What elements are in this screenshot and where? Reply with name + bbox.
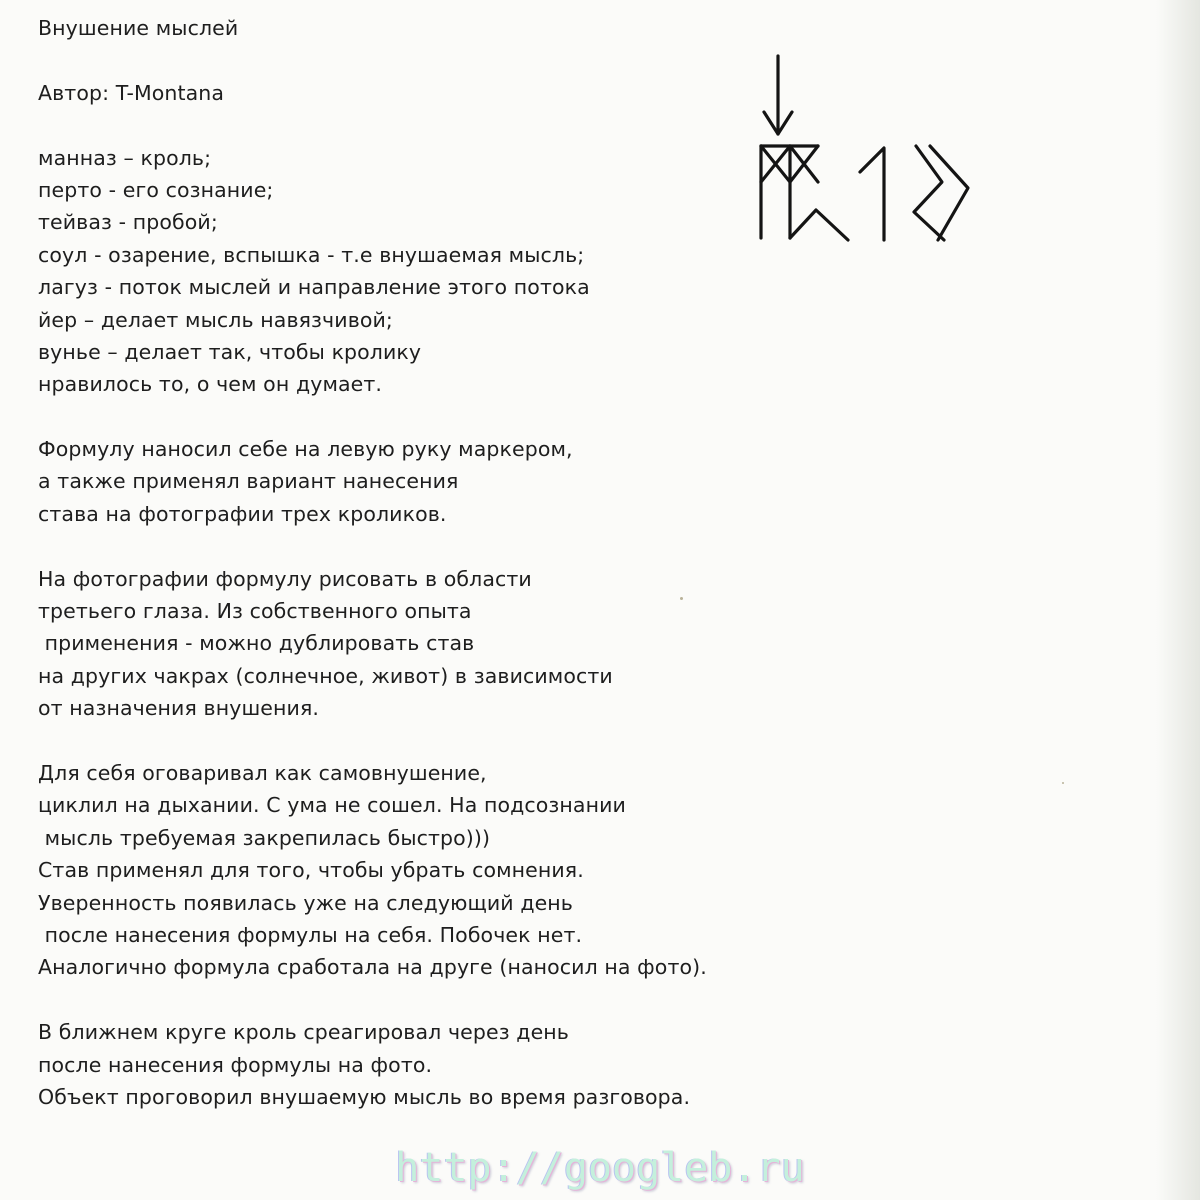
text-line: после нанесения формулы на фото.	[38, 1052, 433, 1077]
text-line: мысль требуемая закрепилась быстро)))	[38, 825, 491, 850]
text-line: йер – делает мысль навязчивой;	[38, 307, 393, 332]
text-line: Объект проговорил внушаемую мысль во время разговора.	[38, 1084, 691, 1109]
text-line: применения - можно дублировать став	[38, 631, 475, 656]
rune-stave-icon	[748, 52, 978, 252]
stave-hook	[860, 148, 884, 240]
text-line: манназ – кроль;	[38, 145, 212, 170]
spacer	[38, 984, 798, 1016]
spacer	[38, 109, 798, 141]
text-line: Аналогично формула сработала на друге (наносил на фото).	[38, 955, 707, 980]
scan-page-edge	[1156, 0, 1200, 1200]
paragraph-self-suggestion	[38, 757, 798, 984]
paragraph-application	[38, 433, 798, 530]
text-line: тейваз - пробой;	[38, 210, 218, 235]
text-line: В ближнем круге кроль среагировал через день	[38, 1020, 569, 1045]
author-line: Автор: T-Montana	[38, 80, 225, 105]
text-line: третьего глаза. Из собственного опыта	[38, 599, 472, 624]
paragraph-rune-meanings	[38, 142, 798, 401]
spacer	[38, 725, 798, 757]
text-line: нравилось то, о чем он думает.	[38, 372, 383, 397]
stave-sowilo-outer	[914, 146, 944, 240]
stave-lower-zigzag	[790, 210, 848, 240]
text-line: от назначения внушения.	[38, 696, 319, 721]
stave-sowilo-inner	[930, 146, 968, 240]
text-line: а также применял вариант нанесения	[38, 469, 459, 494]
text-line: става на фотографии трех кроликов.	[38, 501, 447, 526]
text-line: лагуз - поток мыслей и направление этого потока	[38, 275, 590, 300]
text-line: перто - его сознание;	[38, 177, 274, 202]
text-line: Став применял для того, чтобы убрать сомнения.	[38, 858, 584, 883]
text-line: На фотографии формулу рисовать в области	[38, 566, 532, 591]
text-line: после нанесения формулы на себя. Побочек нет.	[38, 922, 583, 947]
document-body	[38, 12, 798, 1113]
paragraph-result	[38, 1016, 798, 1113]
text-line: Для себя оговаривал как самовнушение,	[38, 760, 487, 785]
spacer	[38, 530, 798, 562]
text-line: Формулу наносил себе на левую руку маркером,	[38, 437, 573, 462]
paragraph-photo-placement	[38, 563, 798, 725]
text-line: Уверенность появилась уже на следующий день	[38, 890, 573, 915]
spacer	[38, 44, 798, 76]
spacer	[38, 401, 798, 433]
text-line: соул - озарение, вспышка - т.е внушаемая мысль;	[38, 242, 585, 267]
scan-speck	[1062, 782, 1064, 784]
text-line: вунье – делает так, чтобы кролику	[38, 339, 422, 364]
text-line: циклил на дыхании. С ума не сошел. На подсознании	[38, 793, 626, 818]
watermark-url: http://googleb.ru	[395, 1145, 805, 1191]
text-line: на других чакрах (солнечное, живот) в зависимости	[38, 663, 613, 688]
document-title: Внушение мыслей	[38, 16, 239, 40]
scan-speck	[680, 597, 683, 600]
